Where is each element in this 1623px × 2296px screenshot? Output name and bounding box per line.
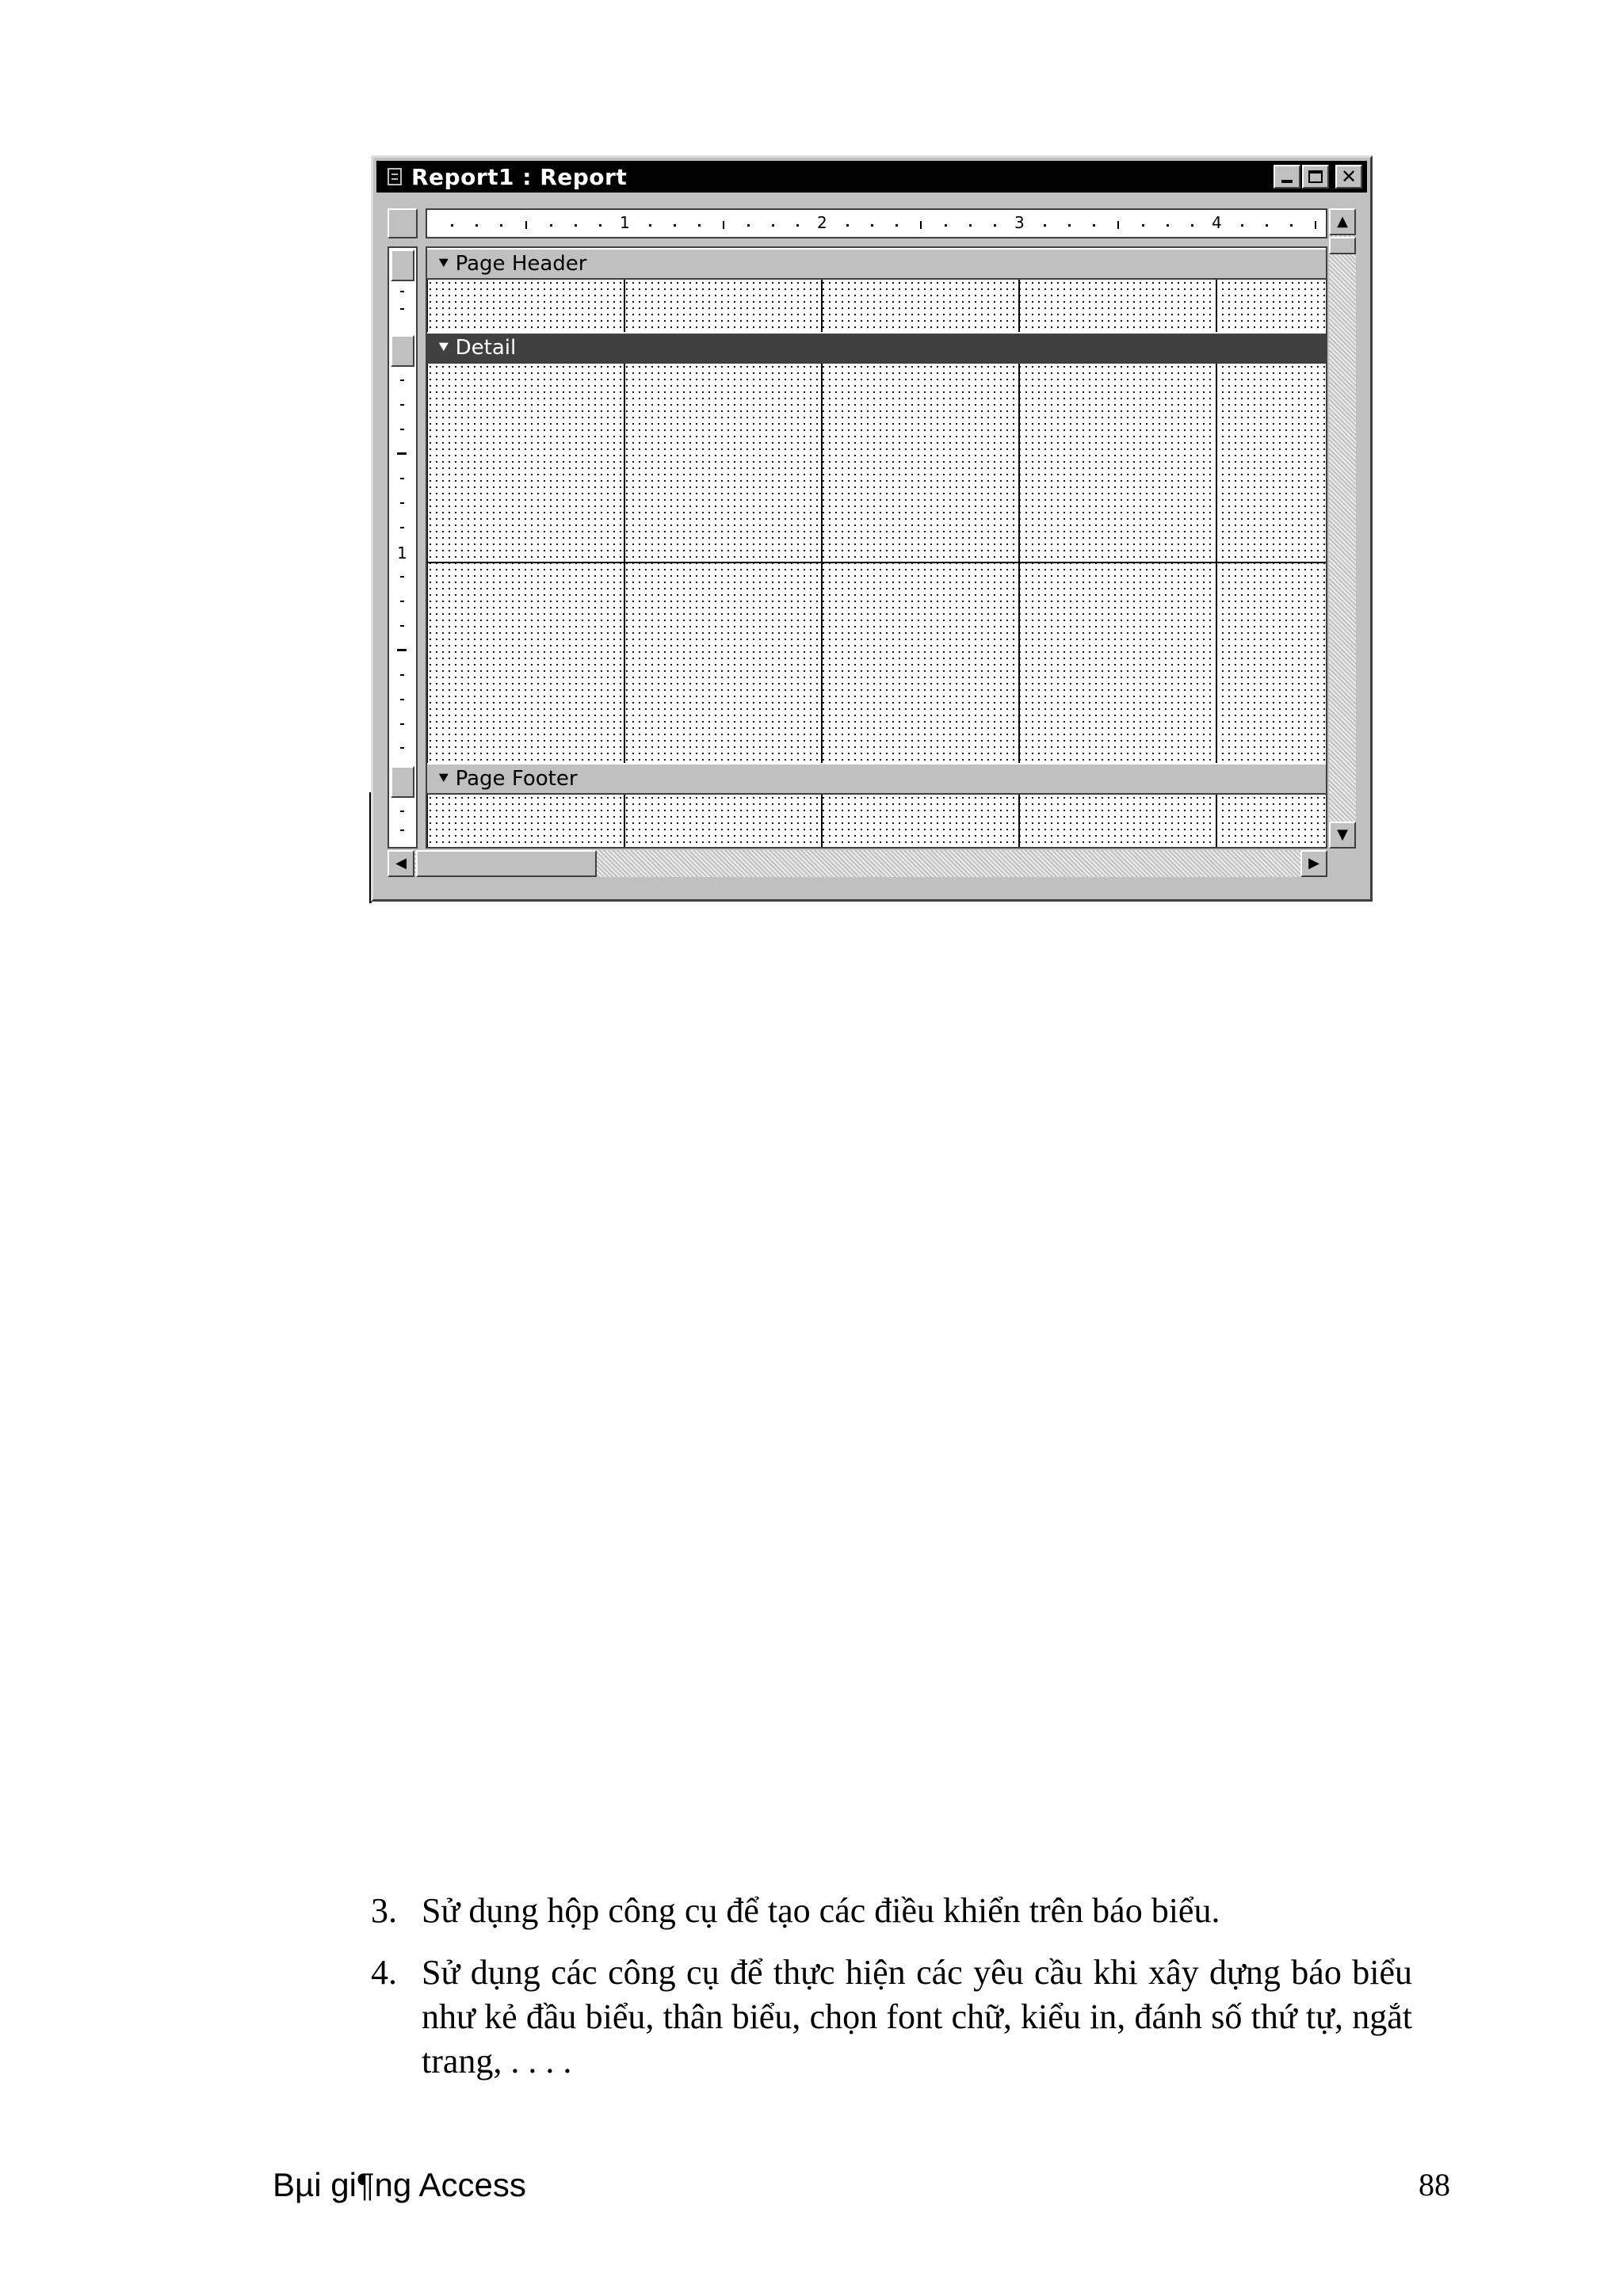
footer-title: Bµi gi¶ng Access bbox=[273, 2166, 526, 2203]
ruler-number: 3 bbox=[1014, 213, 1025, 232]
list-item bbox=[371, 1951, 1412, 2084]
close-button[interactable] bbox=[1335, 165, 1362, 189]
ruler-number: 1 bbox=[620, 213, 630, 232]
arrow-right-icon: ▶ bbox=[1308, 855, 1319, 871]
scroll-right-button[interactable] bbox=[1300, 850, 1327, 877]
instruction-list bbox=[371, 1889, 1480, 2101]
page-number: 88 bbox=[1419, 2167, 1450, 2203]
minimize-icon bbox=[1281, 180, 1293, 183]
list-item-text: Sử dụng hộp công cụ để tạo các điều khiển trên báo biểu. bbox=[422, 1891, 1220, 1930]
page-footer-selector[interactable] bbox=[391, 766, 414, 798]
list-item-number: 4. bbox=[371, 1953, 397, 1992]
arrow-down-icon: ▼ bbox=[1337, 826, 1348, 843]
vertical-scrollbar[interactable] bbox=[1329, 208, 1356, 849]
horizontal-scroll-thumb[interactable] bbox=[416, 850, 597, 877]
detail-grid[interactable] bbox=[427, 364, 1326, 763]
report-design-window bbox=[371, 155, 1373, 902]
ruler-number: 4 bbox=[1212, 213, 1222, 232]
page-footer-grid[interactable] bbox=[427, 795, 1326, 849]
report-selector[interactable] bbox=[388, 208, 418, 238]
list-item bbox=[371, 1889, 1412, 1933]
detail-band[interactable] bbox=[427, 332, 1326, 364]
title-bar[interactable] bbox=[376, 161, 1367, 193]
vertical-ruler-number: 1 bbox=[397, 543, 407, 563]
page-footer-band[interactable] bbox=[427, 763, 1326, 795]
section-arrow-icon: ⯆ bbox=[437, 254, 451, 274]
section-arrow-icon: ⯆ bbox=[437, 338, 451, 358]
detail-label: Detail bbox=[455, 336, 517, 360]
page-header-band[interactable] bbox=[427, 248, 1326, 280]
report-icon[interactable] bbox=[388, 168, 402, 185]
page-header-grid[interactable] bbox=[427, 280, 1326, 332]
minimize-button[interactable] bbox=[1274, 165, 1300, 189]
page-footer-label: Page Footer bbox=[455, 767, 578, 791]
report-client-area bbox=[384, 202, 1354, 877]
close-icon: ✕ bbox=[1340, 166, 1358, 188]
grid-divider bbox=[427, 562, 1326, 563]
arrow-up-icon: ▲ bbox=[1337, 213, 1348, 230]
scroll-left-button[interactable] bbox=[388, 850, 414, 877]
size-grip[interactable] bbox=[1329, 850, 1356, 877]
horizontal-scrollbar[interactable] bbox=[388, 850, 1327, 877]
page-header-label: Page Header bbox=[455, 252, 587, 276]
vertical-ruler[interactable] bbox=[388, 246, 418, 849]
maximize-icon bbox=[1308, 170, 1323, 183]
vertical-scroll-thumb[interactable] bbox=[1329, 237, 1356, 254]
window-title: Report1 : Report bbox=[411, 163, 628, 190]
scroll-down-button[interactable] bbox=[1329, 822, 1356, 849]
list-item-text: Sử dụng các công cụ để thực hiện các yêu cầu khi xây dựng báo biểu như kẻ đầu biểu, thân biểu, chọn font chữ, kiểu in, đánh số thứ tự, ngắt trang, . . . . bbox=[422, 1953, 1412, 2081]
section-arrow-icon: ⯆ bbox=[437, 769, 451, 789]
list-item-number: 3. bbox=[371, 1891, 397, 1930]
page-header-selector[interactable] bbox=[391, 250, 414, 281]
report-design-surface[interactable] bbox=[426, 246, 1327, 849]
arrow-left-icon: ◀ bbox=[395, 855, 407, 871]
scroll-up-button[interactable] bbox=[1329, 208, 1356, 235]
detail-selector[interactable] bbox=[391, 335, 414, 367]
horizontal-ruler[interactable] bbox=[426, 208, 1327, 238]
maximize-button[interactable] bbox=[1302, 165, 1329, 189]
ruler-number: 2 bbox=[817, 213, 827, 232]
